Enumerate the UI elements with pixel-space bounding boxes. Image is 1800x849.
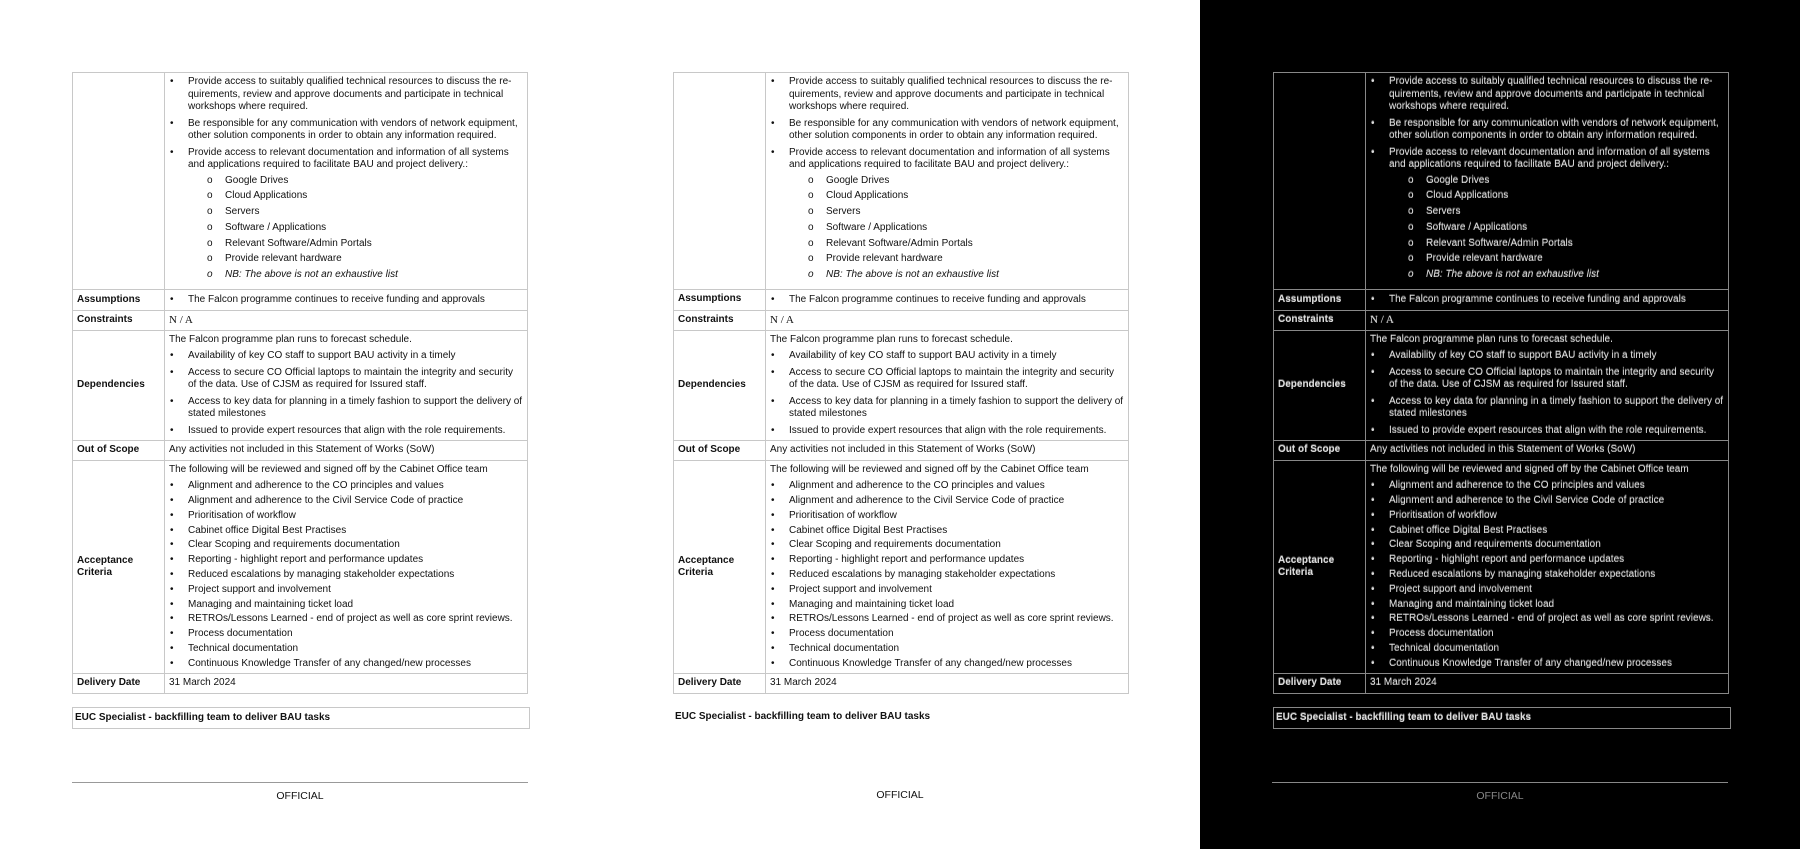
row-content <box>1366 73 1729 290</box>
sub-list-item: o Software / Applications <box>826 222 1124 235</box>
row-label: Constraints <box>73 311 165 331</box>
dependencies-intro: The Falcon programme plan runs to forecast schedule. <box>169 333 412 345</box>
sub-list-note: o NB: The above is not an exhaustive list <box>225 269 523 282</box>
list-item: • Process documentation <box>188 628 523 641</box>
list-item: • Project support and involvement <box>188 584 523 597</box>
page-panel-rendered <box>600 0 1200 849</box>
table-row <box>73 73 528 290</box>
document-body <box>1273 72 1729 729</box>
list-item: • Technical documentation <box>188 643 523 656</box>
list-item: • Project support and involvement <box>1389 584 1724 597</box>
sub-list-item: o Provide relevant hardware <box>826 253 1124 266</box>
list-item: • Reduced escalations by managing stakeholder expectations <box>188 569 523 582</box>
list-item: • The Falcon programme continues to receive funding and approvals <box>789 294 1124 307</box>
list-item: • Be responsible for any communication with vendors of network equipment, other solution components in order to obtain any information required. <box>789 118 1124 143</box>
row-label: Acceptance Criteria <box>1274 460 1366 674</box>
sub-list-item: o Relevant Software/Admin Portals <box>826 238 1124 251</box>
sub-list-item: o Software / Applications <box>225 222 523 235</box>
table-row <box>73 460 528 674</box>
sub-list-item: o Provide relevant hardware <box>1426 253 1724 266</box>
row-label: Delivery Date <box>674 674 766 694</box>
row-content <box>766 460 1129 674</box>
row-label: Assumptions <box>674 289 766 311</box>
table-row <box>73 441 528 461</box>
row-content <box>165 73 528 290</box>
page-panel-diff <box>1200 0 1800 849</box>
table-row <box>1274 289 1729 311</box>
list-item: • Access to key data for planning in a timely fashion to support the delivery of stated milestones <box>188 396 523 421</box>
list-item: • Clear Scoping and requirements documentation <box>188 539 523 552</box>
page-footer: OFFICIAL <box>72 782 528 802</box>
list-item: • Managing and maintaining ticket load <box>1389 599 1724 612</box>
list-item: • Technical documentation <box>789 643 1124 656</box>
sub-list-item: o Cloud Applications <box>826 190 1124 203</box>
row-label: Acceptance Criteria <box>73 460 165 674</box>
list-item: • Availability of key CO staff to support BAU activity in a timely <box>188 350 523 363</box>
row-content: Any activities not included in this Statement of Works (SoW) <box>766 441 1129 461</box>
list-item: • Continuous Knowledge Transfer of any changed/new processes <box>1389 658 1724 671</box>
list-item: • Alignment and adherence to the Civil Service Code of practice <box>789 495 1124 508</box>
table-row <box>73 289 528 311</box>
row-content: Any activities not included in this Statement of Works (SoW) <box>165 441 528 461</box>
sub-list-item: o Software / Applications <box>1426 222 1724 235</box>
table-row <box>1274 441 1729 461</box>
acceptance-intro: The following will be reviewed and signed off by the Cabinet Office team <box>770 463 1089 475</box>
requirements-table <box>1273 72 1729 694</box>
table-row <box>674 311 1129 331</box>
page-footer: OFFICIAL <box>876 789 924 801</box>
row-content: N / A <box>1366 311 1729 331</box>
table-row <box>1274 330 1729 441</box>
row-content: 31 March 2024 <box>1366 674 1729 694</box>
sub-list-item: o Cloud Applications <box>225 190 523 203</box>
table-row <box>73 330 528 441</box>
list-item: • RETROs/Lessons Learned - end of project as well as core sprint reviews. <box>789 613 1124 626</box>
list-item: • Technical documentation <box>1389 643 1724 656</box>
list-item: • Prioritisation of workflow <box>1389 510 1724 523</box>
row-content <box>1366 460 1729 674</box>
sub-list-item: o Google Drives <box>826 175 1124 188</box>
row-content: Any activities not included in this Statement of Works (SoW) <box>1366 441 1729 461</box>
row-label: Assumptions <box>1274 289 1366 311</box>
table-row <box>674 330 1129 441</box>
list-item: • Alignment and adherence to the CO principles and values <box>1389 480 1724 493</box>
row-label: Assumptions <box>73 289 165 311</box>
section-heading: EUC Specialist - backfilling team to deliver BAU tasks <box>675 710 931 722</box>
list-item: • Managing and maintaining ticket load <box>188 599 523 612</box>
sub-list-item: o Google Drives <box>1426 175 1724 188</box>
list-item: • Reduced escalations by managing stakeholder expectations <box>1389 569 1724 582</box>
sub-list-note: o NB: The above is not an exhaustive list <box>826 269 1124 282</box>
row-content <box>165 289 528 311</box>
table-row <box>73 674 528 694</box>
row-label: Delivery Date <box>1274 674 1366 694</box>
table-row <box>674 73 1129 290</box>
sub-list-item: o Servers <box>826 206 1124 219</box>
table-row <box>674 460 1129 674</box>
sub-list-item: o Google Drives <box>225 175 523 188</box>
sub-list-item: o Relevant Software/Admin Portals <box>225 238 523 251</box>
sub-list-note: o NB: The above is not an exhaustive list <box>1426 269 1724 282</box>
list-item: • Reporting - highlight report and performance updates <box>1389 554 1724 567</box>
row-content: 31 March 2024 <box>165 674 528 694</box>
list-item: • Availability of key CO staff to support BAU activity in a timely <box>789 350 1124 363</box>
list-item: • Availability of key CO staff to support BAU activity in a timely <box>1389 350 1724 363</box>
row-content <box>165 330 528 441</box>
list-item: • Process documentation <box>789 628 1124 641</box>
row-content <box>1366 289 1729 311</box>
row-label: Out of Scope <box>1274 441 1366 461</box>
list-item: • Clear Scoping and requirements documentation <box>789 539 1124 552</box>
table-row <box>1274 460 1729 674</box>
list-item: • Access to secure CO Official laptops to maintain the integrity and security of the data. Use of CJSM as required for Issured staff. <box>1389 367 1724 392</box>
requirements-table <box>673 72 1129 694</box>
list-item: • Continuous Knowledge Transfer of any changed/new processes <box>188 658 523 671</box>
sub-list-item: o Provide relevant hardware <box>225 253 523 266</box>
sub-list-item: o Cloud Applications <box>1426 190 1724 203</box>
list-item: • Alignment and adherence to the Civil Service Code of practice <box>1389 495 1724 508</box>
list-item: • Access to secure CO Official laptops to maintain the integrity and security of the data. Use of CJSM as required for Issured staff. <box>188 367 523 392</box>
list-item: • Provide access to suitably qualified technical resources to discuss the re-quirements, review and approve documents and participate in technical workshops where required. <box>188 76 523 114</box>
sub-list-item: o Servers <box>225 206 523 219</box>
list-item: • Managing and maintaining ticket load <box>789 599 1124 612</box>
dependencies-intro: The Falcon programme plan runs to forecast schedule. <box>1370 333 1613 345</box>
list-item: • Be responsible for any communication with vendors of network equipment, other solution components in order to obtain any information required. <box>188 118 523 143</box>
requirements-table <box>72 72 528 694</box>
list-item: • Project support and involvement <box>789 584 1124 597</box>
row-label: Acceptance Criteria <box>674 460 766 674</box>
table-row <box>674 441 1129 461</box>
table-row <box>1274 73 1729 290</box>
row-label: Constraints <box>674 311 766 331</box>
table-row <box>1274 311 1729 331</box>
list-item: • Alignment and adherence to the Civil Service Code of practice <box>188 495 523 508</box>
list-item: • Reduced escalations by managing stakeholder expectations <box>789 569 1124 582</box>
list-item: • The Falcon programme continues to receive funding and approvals <box>188 294 523 307</box>
sub-list-item: o Servers <box>1426 206 1724 219</box>
list-item: • Be responsible for any communication with vendors of network equipment, other solution components in order to obtain any information required. <box>1389 118 1724 143</box>
row-content: N / A <box>165 311 528 331</box>
list-item: • Issued to provide expert resources that align with the role requirements. <box>1389 425 1724 438</box>
list-item: • Access to key data for planning in a timely fashion to support the delivery of stated milestones <box>1389 396 1724 421</box>
list-item: • Clear Scoping and requirements documentation <box>1389 539 1724 552</box>
table-row <box>73 311 528 331</box>
list-item: • Provide access to relevant documentation and information of all systems and applications required to facilitate BAU and project delivery.: o Google Drives o Cloud Applications o Servers o Software / Applications o Relevant Software/Admin Portals o Provide relevant hardware o NB: The above is not an exhaustive list <box>1389 147 1724 282</box>
list-item: • Issued to provide expert resources that align with the role requirements. <box>188 425 523 438</box>
list-item: • Provide access to suitably qualified technical resources to discuss the re-quirements, review and approve documents and participate in technical workshops where required. <box>789 76 1124 114</box>
row-label <box>1274 73 1366 290</box>
row-label: Out of Scope <box>674 441 766 461</box>
list-item: • The Falcon programme continues to receive funding and approvals <box>1389 294 1724 307</box>
row-label: Constraints <box>1274 311 1366 331</box>
row-content: 31 March 2024 <box>766 674 1129 694</box>
section-heading: EUC Specialist - backfilling team to deliver BAU tasks <box>72 707 530 730</box>
list-item: • Access to secure CO Official laptops to maintain the integrity and security of the data. Use of CJSM as required for Issured staff. <box>789 367 1124 392</box>
list-item: • Process documentation <box>1389 628 1724 641</box>
list-item: • Alignment and adherence to the CO principles and values <box>789 480 1124 493</box>
page-footer: OFFICIAL <box>1272 782 1728 802</box>
list-item: • Reporting - highlight report and performance updates <box>188 554 523 567</box>
list-item: • Cabinet office Digital Best Practises <box>1389 525 1724 538</box>
row-content <box>1366 330 1729 441</box>
row-label: Delivery Date <box>73 674 165 694</box>
row-label: Dependencies <box>674 330 766 441</box>
acceptance-intro: The following will be reviewed and signed off by the Cabinet Office team <box>1370 463 1689 475</box>
list-item: • Prioritisation of workflow <box>789 510 1124 523</box>
row-content <box>766 289 1129 311</box>
list-item: • RETROs/Lessons Learned - end of project as well as core sprint reviews. <box>188 613 523 626</box>
list-item: • Reporting - highlight report and performance updates <box>789 554 1124 567</box>
table-row <box>674 674 1129 694</box>
row-content: N / A <box>766 311 1129 331</box>
row-label <box>73 73 165 290</box>
list-item: • Issued to provide expert resources that align with the role requirements. <box>789 425 1124 438</box>
list-item: • Provide access to relevant documentation and information of all systems and applications required to facilitate BAU and project delivery.: o Google Drives o Cloud Applications o Servers o Software / Applications o Relevant Software/Admin Portals o Provide relevant hardware o NB: The above is not an exhaustive list <box>188 147 523 282</box>
page-panel-original <box>0 0 600 849</box>
acceptance-intro: The following will be reviewed and signed off by the Cabinet Office team <box>169 463 488 475</box>
list-item: • Access to key data for planning in a timely fashion to support the delivery of stated milestones <box>789 396 1124 421</box>
list-item: • Continuous Knowledge Transfer of any changed/new processes <box>789 658 1124 671</box>
document-body <box>72 72 528 729</box>
table-row <box>1274 674 1729 694</box>
list-item: • Alignment and adherence to the CO principles and values <box>188 480 523 493</box>
row-label: Dependencies <box>73 330 165 441</box>
list-item: • Cabinet office Digital Best Practises <box>789 525 1124 538</box>
list-item: • Cabinet office Digital Best Practises <box>188 525 523 538</box>
row-content <box>766 330 1129 441</box>
list-item: • Provide access to suitably qualified technical resources to discuss the re-quirements, review and approve documents and participate in technical workshops where required. <box>1389 76 1724 114</box>
row-content <box>766 73 1129 290</box>
row-content <box>165 460 528 674</box>
list-item: • Provide access to relevant documentation and information of all systems and applications required to facilitate BAU and project delivery.: o Google Drives o Cloud Applications o Servers o Software / Applications o Relevant Software/Admin Portals o Provide relevant hardware o NB: The above is not an exhaustive list <box>789 147 1124 282</box>
section-heading: EUC Specialist - backfilling team to deliver BAU tasks <box>1273 707 1731 730</box>
row-label: Out of Scope <box>73 441 165 461</box>
dependencies-intro: The Falcon programme plan runs to forecast schedule. <box>770 333 1013 345</box>
row-label <box>674 73 766 290</box>
sub-list-item: o Relevant Software/Admin Portals <box>1426 238 1724 251</box>
list-item: • RETROs/Lessons Learned - end of project as well as core sprint reviews. <box>1389 613 1724 626</box>
document-body <box>673 72 1129 727</box>
table-row <box>674 289 1129 311</box>
row-label: Dependencies <box>1274 330 1366 441</box>
list-item: • Prioritisation of workflow <box>188 510 523 523</box>
